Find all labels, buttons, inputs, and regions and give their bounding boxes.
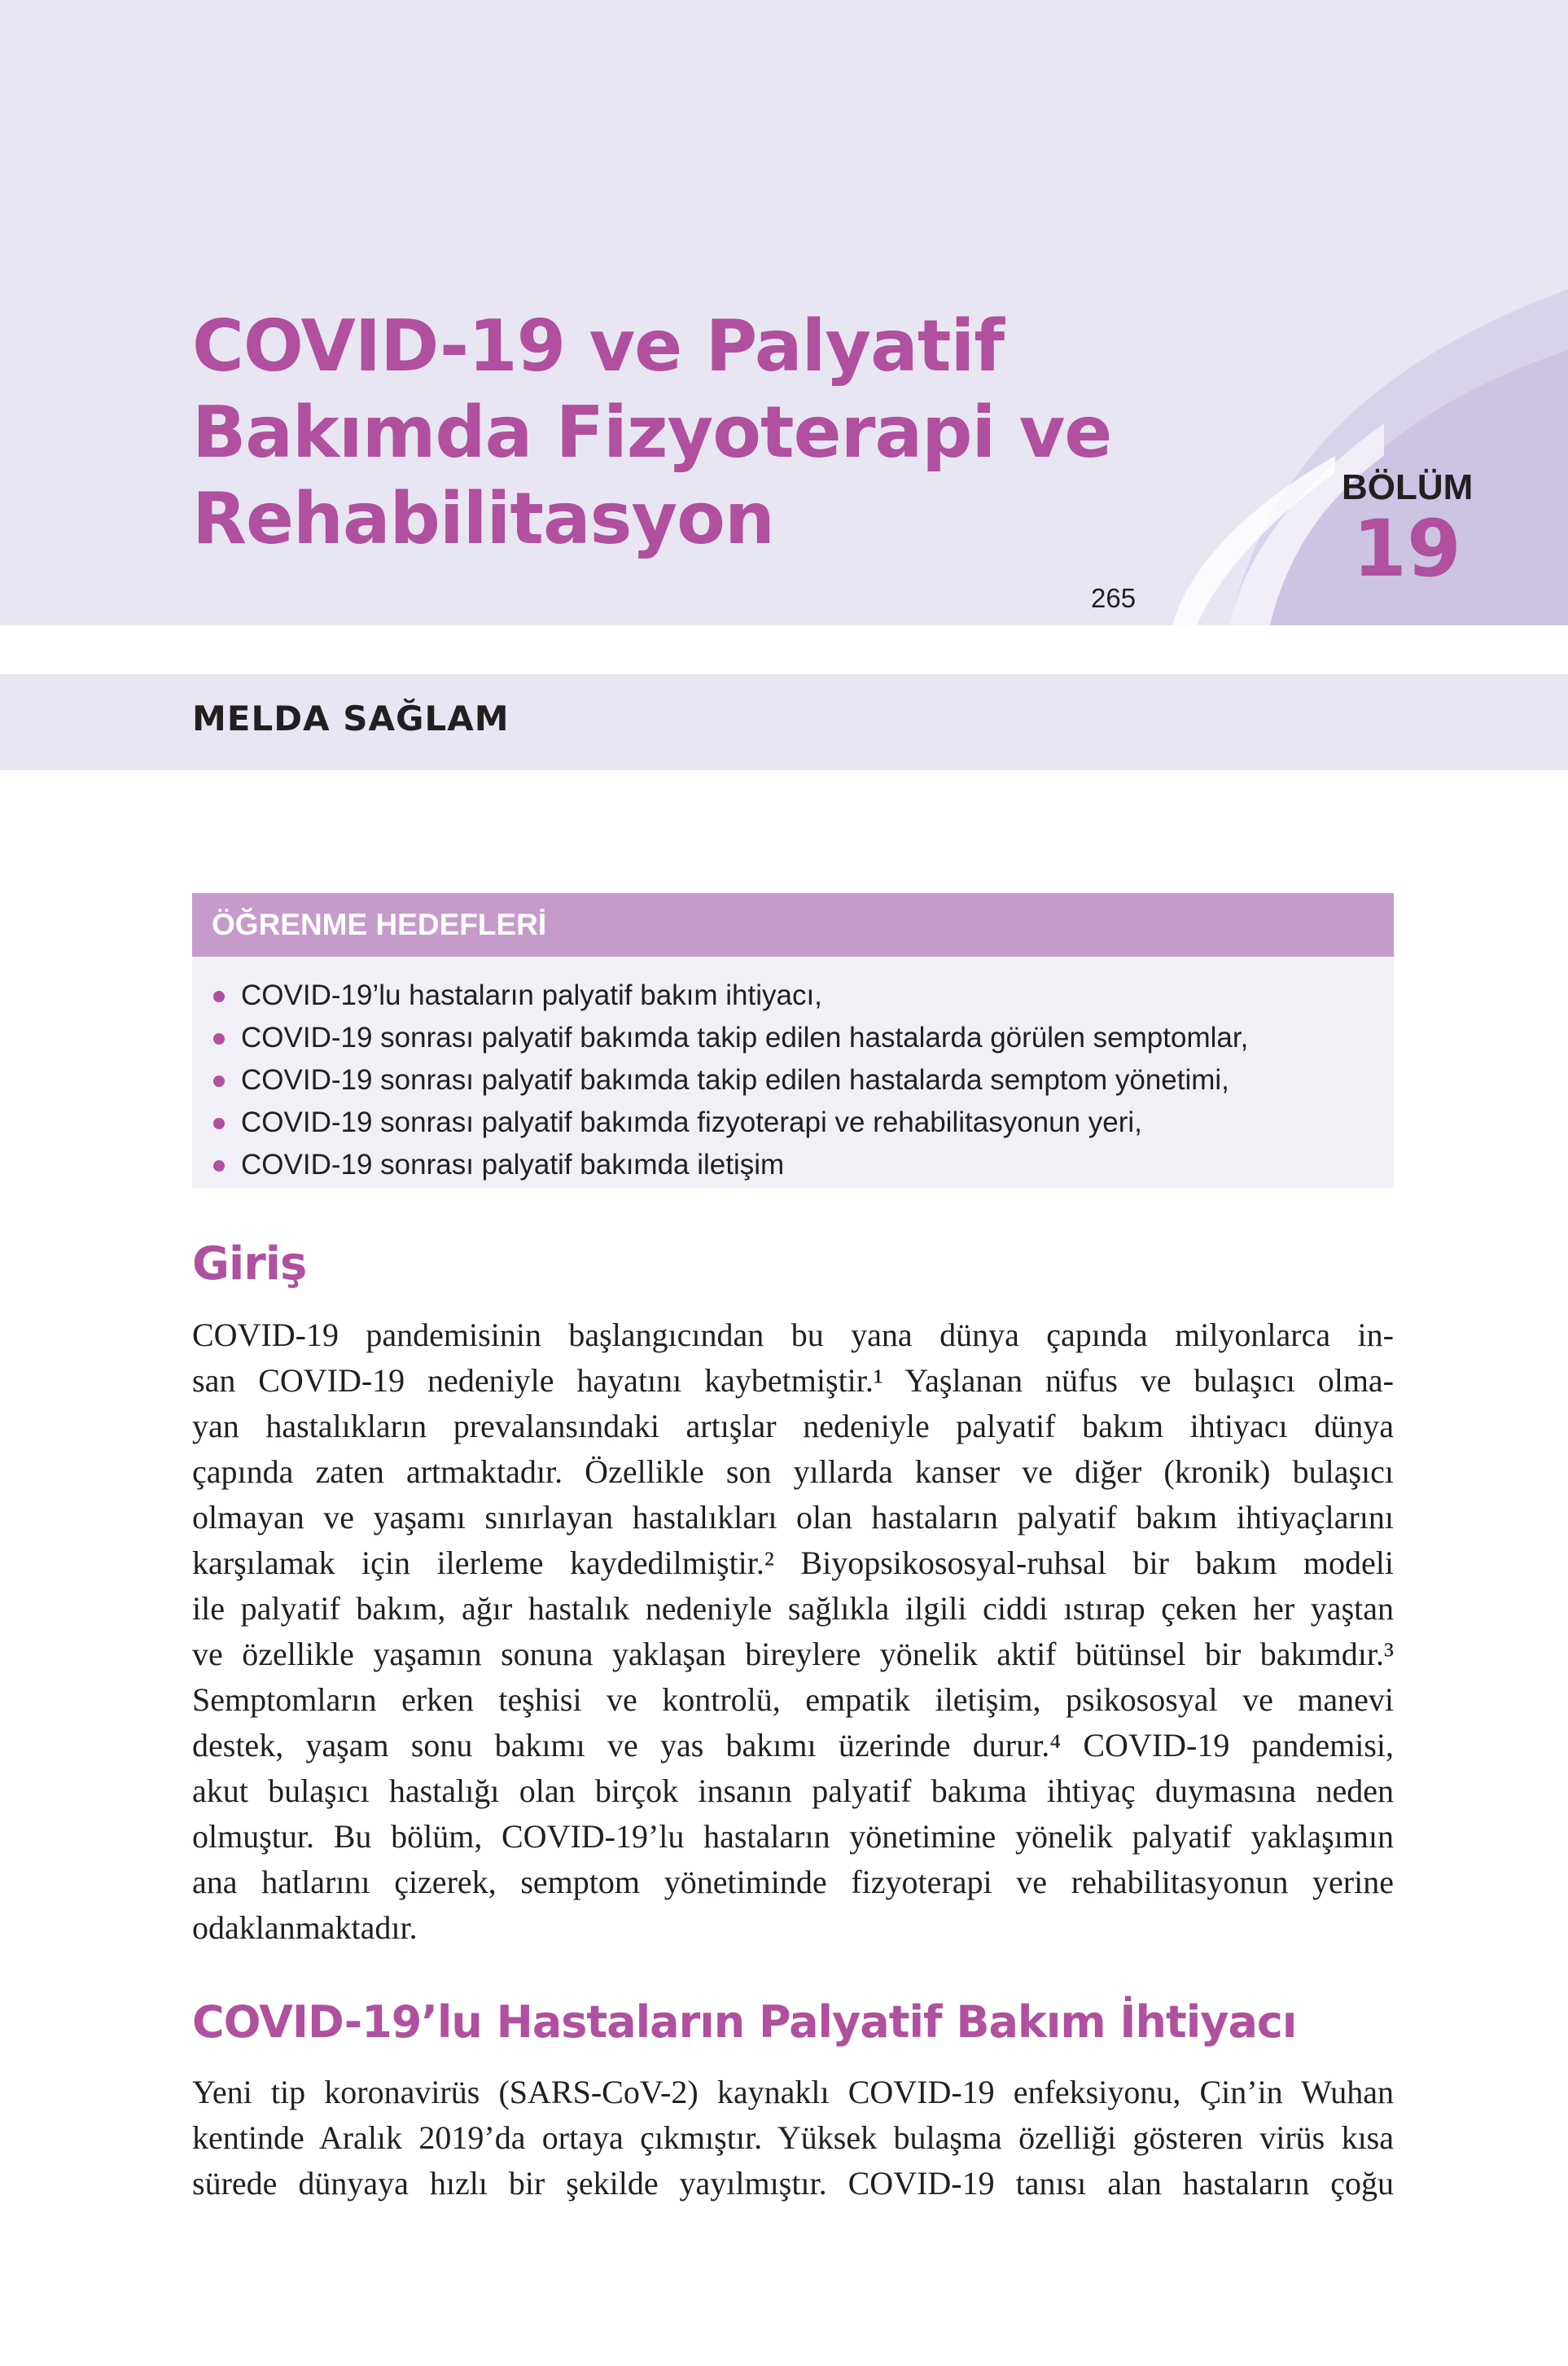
learning-goals-heading: ÖĞRENME HEDEFLERİ xyxy=(192,893,1394,957)
chapter-title-line: Rehabilitasyon xyxy=(192,477,774,560)
chapter-title xyxy=(192,303,1169,562)
learning-goal-item xyxy=(241,1059,1394,1102)
learning-goal-item xyxy=(241,1017,1394,1059)
author-name: MELDA SAĞLAM xyxy=(192,699,510,738)
section-paragraph-palliative-need xyxy=(192,2070,1394,2206)
paragraph-line: san COVID-19 nedeniyle hayatını kaybetmiştir.¹ Yaşlanan nüfus ve bulaşıcı olma- xyxy=(192,1362,1394,1399)
learning-goals-box xyxy=(192,893,1394,1188)
learning-goal-text: COVID-19 sonrası palyatif bakımda iletişim xyxy=(241,1149,785,1181)
chapter-number: 19 xyxy=(1352,503,1461,594)
paragraph-line: yan hastalıkların prevalansındaki artışlar nedeniyle palyatif bakım ihtiyacı dünya xyxy=(192,1408,1394,1444)
chapter-label: BÖLÜM xyxy=(1342,467,1474,507)
learning-goals-list xyxy=(192,957,1394,1186)
paragraph-line: olmayan ve yaşamı sınırlayan hastalıkları olan hastaların palyatif bakım ihtiyaçlarını xyxy=(192,1499,1394,1536)
learning-goal-item xyxy=(241,975,1394,1017)
bullet-icon xyxy=(213,1118,225,1129)
paragraph-line: sürede dünyaya hızlı bir şekilde yayılmıştır. COVID-19 tanısı alan hastaların çoğu xyxy=(192,2165,1394,2202)
learning-goal-text: COVID-19 sonrası palyatif bakımda takip edilen hastalarda semptom yönetimi, xyxy=(241,1064,1229,1096)
paragraph-line: ana hatlarını çizerek, semptom yönetiminde fizyoterapi ve rehabilitasyonun yerine xyxy=(192,1864,1394,1900)
paragraph-line: ile palyatif bakım, ağır hastalık nedeniyle sağlıkla ilgili ciddi ıstırap çeken her yaştan xyxy=(192,1590,1394,1627)
paragraph-line: karşılamak için ilerleme kaydedilmiştir.² Biyopsikososyal-ruhsal bir bakım modeli xyxy=(192,1544,1394,1581)
chapter-title-line: Bakımda Fizyoterapi ve xyxy=(192,391,1112,474)
paragraph-line: olmuştur. Bu bölüm, COVID-19’lu hastaların yönetimine yönelik palyatif yaklaşımın xyxy=(192,1818,1394,1855)
bullet-icon xyxy=(213,991,225,1002)
chapter-title-line: COVID-19 ve Palyatif xyxy=(192,305,1005,388)
learning-goal-text: COVID-19’lu hastaların palyatif bakım ihtiyacı, xyxy=(241,979,822,1011)
paragraph-line: çapında zaten artmaktadır. Özellikle son yıllarda kanser ve diğer (kronik) bulaşıcı xyxy=(192,1453,1394,1490)
paragraph-line: akut bulaşıcı hastalığı olan birçok insanın palyatif bakıma ihtiyaç duymasına neden xyxy=(192,1772,1394,1809)
paragraph-line: Semptomların erken teşhisi ve kontrolü, empatik iletişim, psikososyal ve manevi xyxy=(192,1681,1394,1718)
learning-goal-item xyxy=(241,1102,1394,1144)
paragraph-line: kentinde Aralık 2019’da ortaya çıkmıştır. Yüksek bulaşma özelliği gösteren virüs kısa xyxy=(192,2119,1394,2156)
learning-goal-text: COVID-19 sonrası palyatif bakımda fizyoterapi ve rehabilitasyonun yeri, xyxy=(241,1106,1142,1138)
bullet-icon xyxy=(213,1076,225,1087)
section-heading-palliative-need: COVID-19’lu Hastaların Palyatif Bakım İhtiyacı xyxy=(192,1996,1297,2048)
paragraph-line: COVID-19 pandemisinin başlangıcından bu yana dünya çapında milyonlarca in- xyxy=(192,1317,1394,1353)
bullet-icon xyxy=(213,1033,225,1045)
paragraph-line: Yeni tip koronavirüs (SARS-CoV-2) kaynaklı COVID-19 enfeksiyonu, Çin’in Wuhan xyxy=(192,2074,1394,2110)
section-heading-giris: Giriş xyxy=(192,1238,307,1290)
section-paragraph-giris xyxy=(192,1312,1394,1951)
learning-goal-text: COVID-19 sonrası palyatif bakımda takip edilen hastalarda görülen semptomlar, xyxy=(241,1022,1249,1054)
bullet-icon xyxy=(213,1160,225,1172)
learning-goal-item xyxy=(241,1144,1394,1186)
paragraph-line: ve özellikle yaşamın sonuna yaklaşan bireylere yönelik aktif bütünsel bir bakımdır.³ xyxy=(192,1636,1394,1672)
header-band xyxy=(0,0,1568,625)
paragraph-line: destek, yaşam sonu bakımı ve yas bakımı üzerinde durur.⁴ COVID-19 pandemisi, xyxy=(192,1727,1394,1764)
page-number: 265 xyxy=(1091,583,1137,613)
paragraph-line: odaklanmaktadır. xyxy=(192,1909,418,1946)
